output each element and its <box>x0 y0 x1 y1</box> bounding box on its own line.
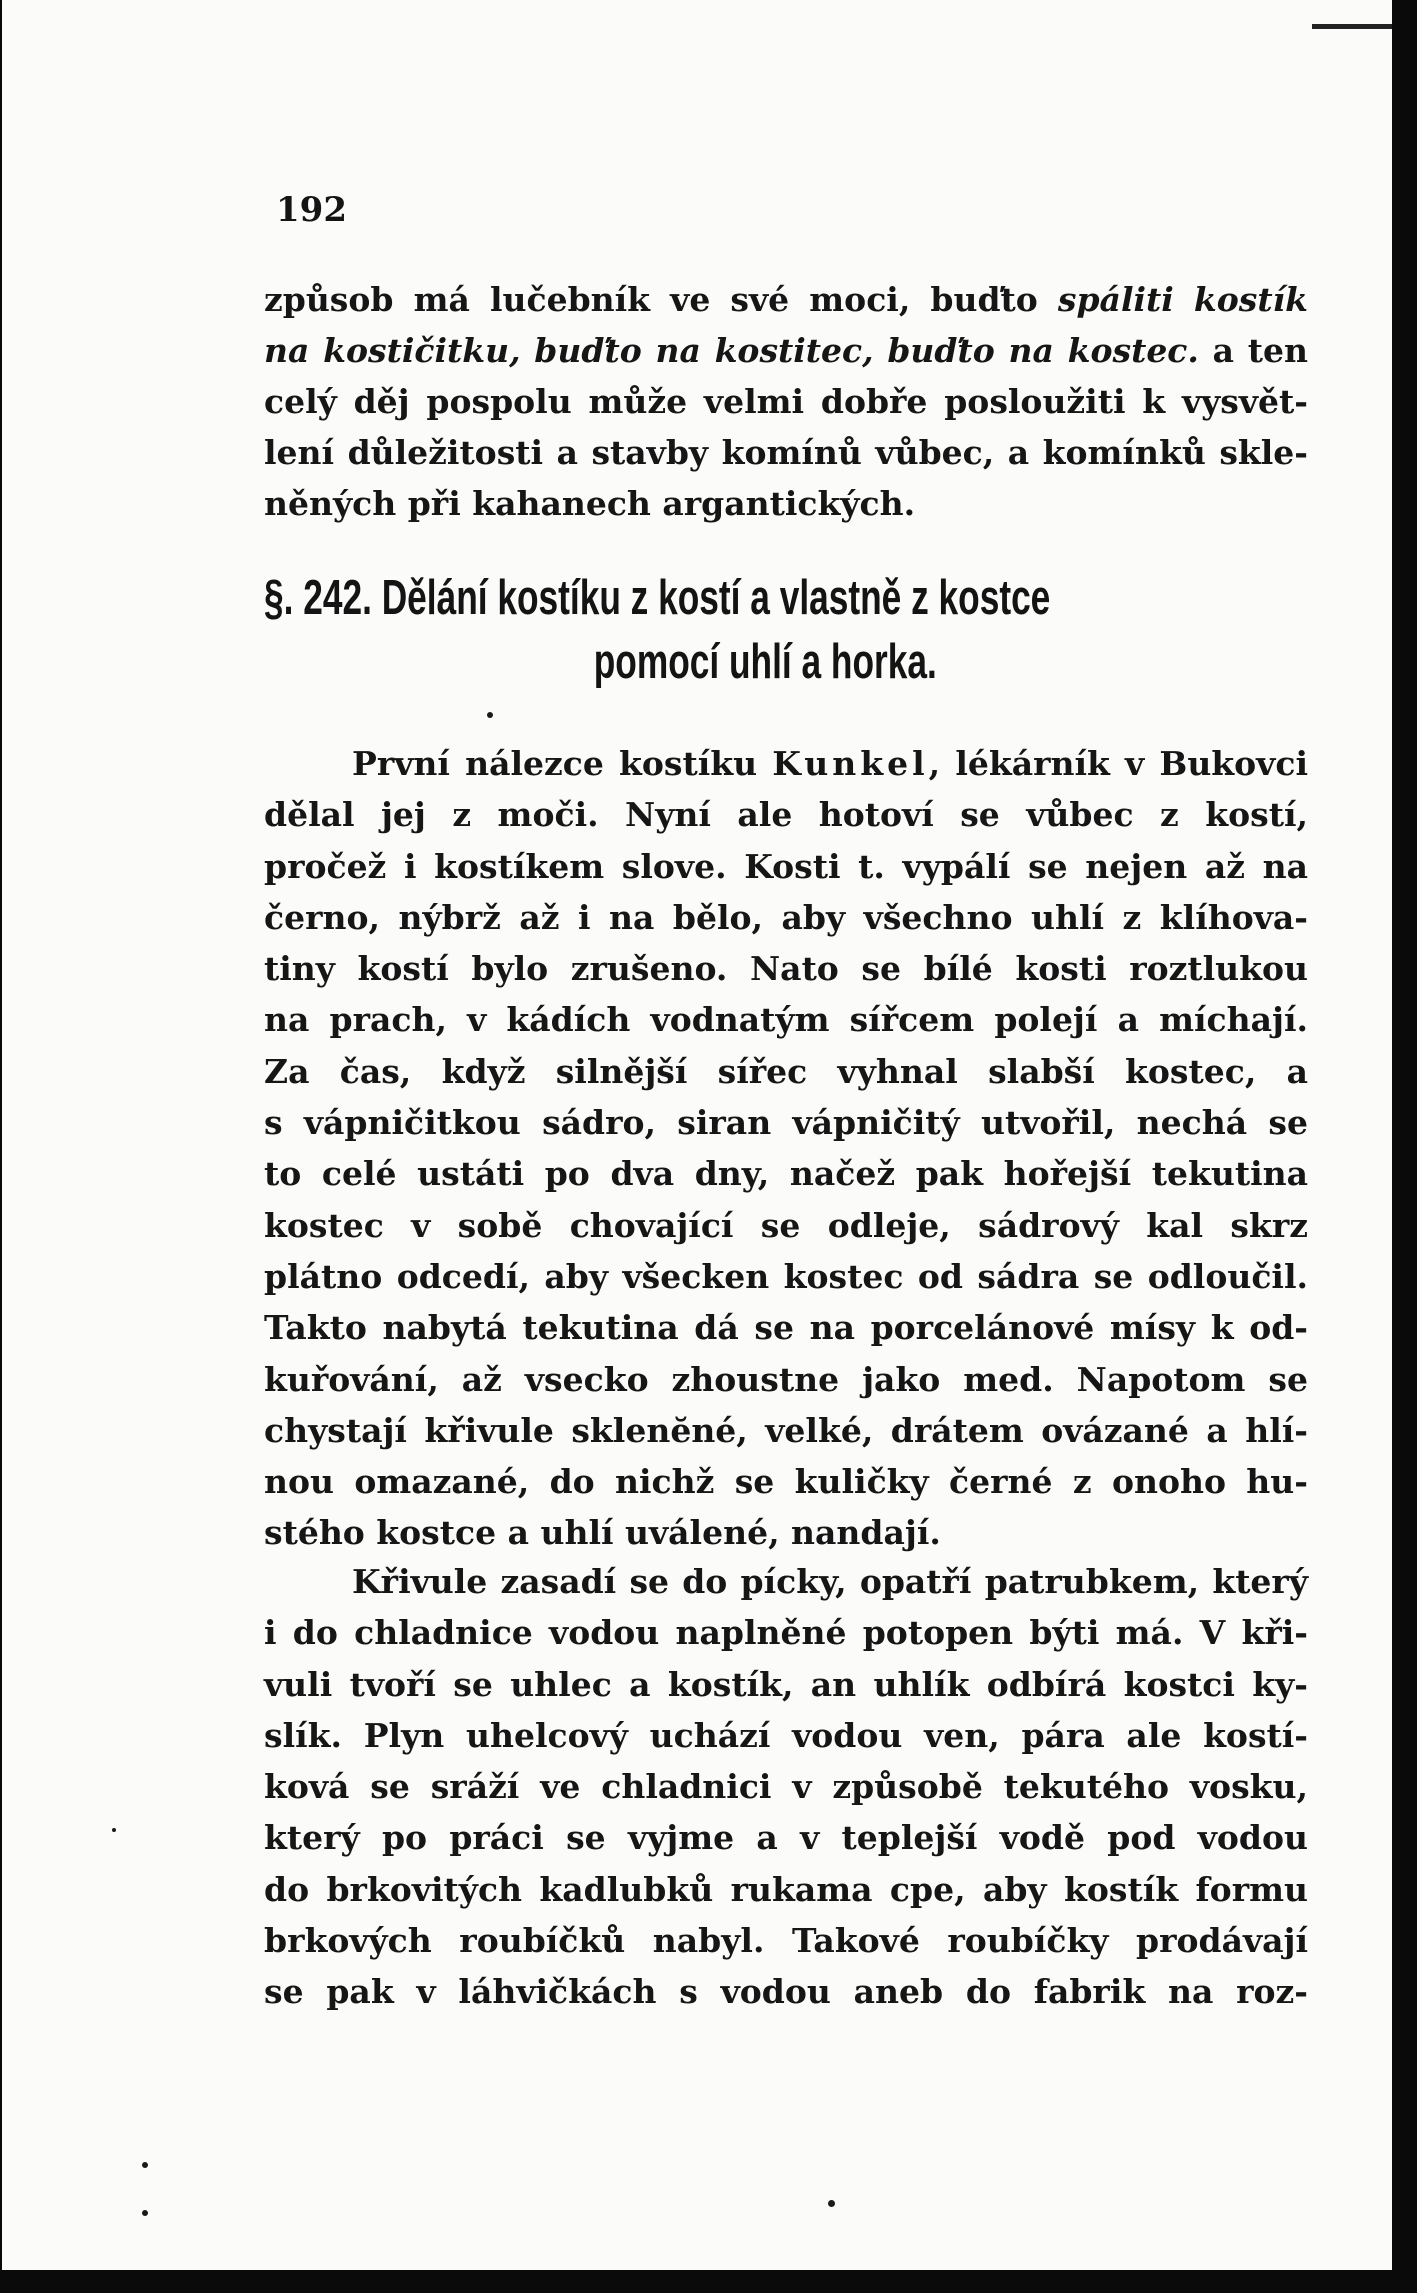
text-line: něných při kahanech argantických. <box>264 484 916 523</box>
text-line: Za čas, když silnější sířec vyhnal slabší kostec, a <box>264 1051 1308 1091</box>
paragraph-2 <box>264 738 1308 1559</box>
text-line: První nálezce kostíku Kunkel, lékárník v Bukovci <box>352 744 1308 783</box>
text-line: lení důležitosti a stavby komínů vůbec, a komínků skle- <box>264 433 1308 472</box>
text-line: plátno odcedí, aby všecken kostec od sádra se odloučil. <box>264 1256 1308 1296</box>
specks <box>142 2162 148 2168</box>
section-heading <box>264 566 1051 694</box>
text-line: stého kostce a uhlí uválené, nandají. <box>264 1513 941 1553</box>
text-line: způsob má lučebník ve své moci, buďto spáliti kostík <box>264 280 1308 319</box>
text-line: ková se sráží ve chladnici v způsobě tekutého vosku, <box>264 1767 1308 1807</box>
specks <box>142 2210 148 2216</box>
text-line: tiny kostí bylo zrušeno. Nato se bílé kosti roztlukou <box>264 949 1308 989</box>
text-line: brkových roubíčků nabyl. Takové roubíčky prodávají <box>264 1921 1308 1961</box>
heading-line: §. 242. Dělání kostíku z kostí a vlastně z kostce <box>264 571 1051 625</box>
heading-line: pomocí uhlí a horka. <box>593 635 937 689</box>
specks <box>112 1828 116 1832</box>
text-line: slík. Plyn uhelcový uchází vodou ven, pára ale kostí- <box>264 1715 1308 1755</box>
text-line: nou omazané, do nichž se kuličky černé z onoho hu- <box>264 1462 1308 1502</box>
text-line: Takto nabytá tekutina dá se na porcelánové mísy k od- <box>264 1308 1308 1348</box>
text-line: dělal jej z moči. Nyní ale hotoví se vůbec z kostí, <box>264 795 1308 835</box>
text-line: na prach, v kádích vodnatým sířcem polejí a míchají. <box>264 1000 1308 1040</box>
text-line: černo, nýbrž až i na bělo, aby všechno uhlí z klíhova- <box>264 897 1308 937</box>
specks <box>828 2200 835 2207</box>
name-kunkel: Kunkel <box>772 744 929 783</box>
book-page <box>2 0 1392 2270</box>
specks <box>487 712 493 718</box>
paragraph-1 <box>264 274 1308 529</box>
text-line: to celé ustáti po dva dny, načež pak hořejší tekutina <box>264 1154 1308 1194</box>
text-line: kostec v sobě chovající se odleje, sádrový kal skrz <box>264 1205 1308 1245</box>
text-line: vuli tvoří se uhlec a kostík, an uhlík odbírá kostci ky- <box>264 1664 1308 1704</box>
text-line: s vápničitkou sádro, siran vápničitý utvořil, nechá se <box>264 1103 1308 1143</box>
paragraph-3 <box>264 1556 1308 2018</box>
text-line: který po práci se vyjme a v teplejší vodě pod vodou <box>264 1818 1308 1858</box>
page-edge-mark <box>1312 24 1392 29</box>
text-line: do brkovitých kadlubků rukama cpe, aby kostík formu <box>264 1869 1308 1909</box>
text-line: celý děj pospolu může velmi dobře posloužiti k vysvět- <box>264 382 1308 421</box>
text-line: pročež i kostíkem slove. Kosti t. vypálí se nejen až na <box>264 846 1308 886</box>
text-line: se pak v láhvičkách s vodou aneb do fabrik na roz- <box>264 1972 1308 2012</box>
text-line: na kostičitku, buďto na kostitec, buďto na kostec. a ten <box>264 331 1309 370</box>
page-number: 192 <box>276 190 347 230</box>
text-line: kuřování, až vsecko zhoustne jako med. Napotom se <box>264 1359 1308 1399</box>
text-line: Křivule zasadí se do pícky, opatří patrubkem, který <box>352 1562 1308 1601</box>
text-line: i do chladnice vodou naplněné potopen býti má. V kři- <box>264 1613 1308 1653</box>
text-line: chystají křivule sklenĕné, velké, drátem ovázané a hlí- <box>264 1410 1308 1450</box>
